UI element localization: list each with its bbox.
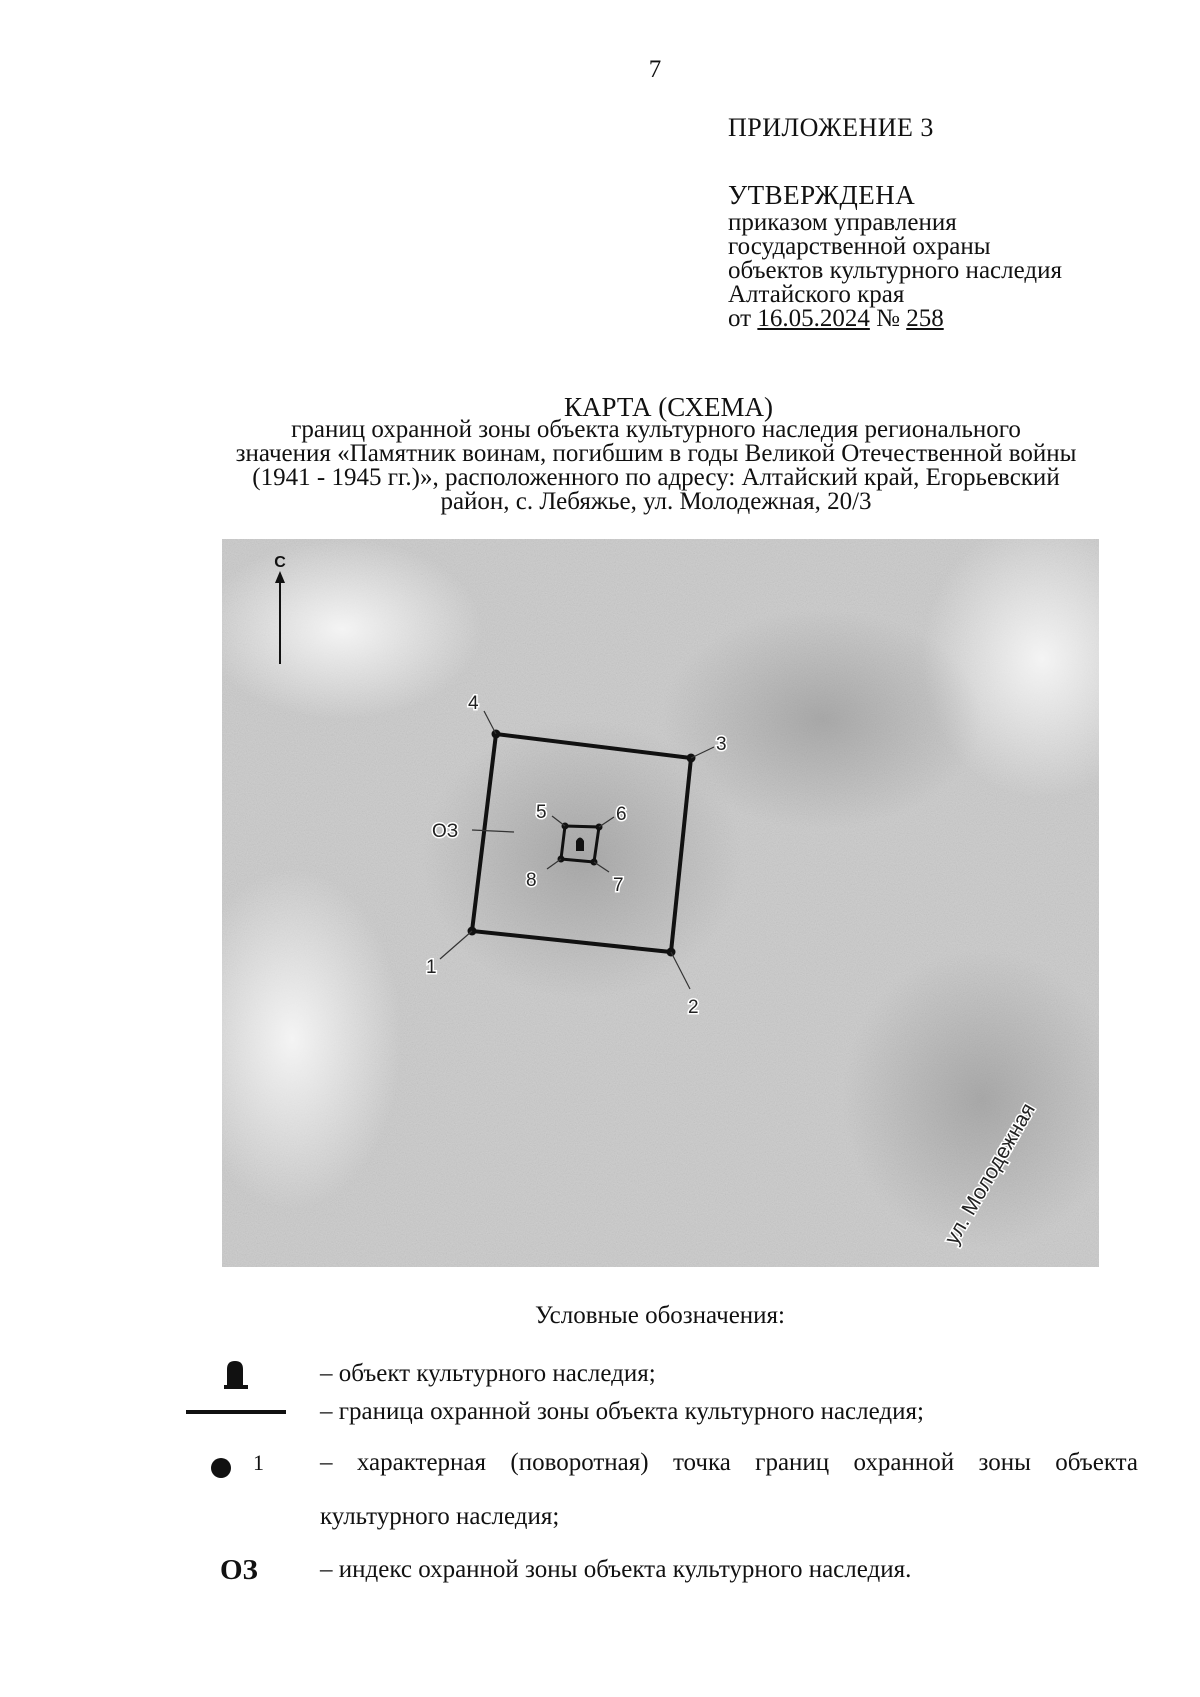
approval-date: 16.05.2024 (757, 305, 870, 332)
point-label-7: 7 (613, 875, 624, 896)
legend-symbol-zone-index: ОЗ (220, 1554, 258, 1586)
approval-line: государственной охраны (728, 233, 991, 260)
subtitle-line: значения «Памятник воинам, погибшим в годы Великой Отечественной войны (235, 440, 1077, 467)
approval-line: приказом управления (728, 209, 957, 236)
point-label-8: 8 (526, 870, 537, 891)
legend-symbol-monument (222, 1358, 252, 1390)
approval-number: 258 (906, 305, 944, 332)
approved-heading: УТВЕРЖДЕНА (728, 180, 916, 210)
point-label-3: 3 (716, 734, 727, 755)
point-label-1: 1 (426, 957, 437, 978)
subtitle-line: границ охранной зоны объекта культурного наследия регионального (291, 416, 1021, 443)
legend-symbol-boundary-line (186, 1410, 286, 1414)
approval-block (728, 211, 1062, 331)
subtitle-line: район, с. Лебяжье, ул. Молодежная, 20/3 (440, 488, 872, 515)
subtitle-line: (1941 - 1945 гг.)», расположенного по адресу: Алтайский край, Егорьевский (252, 464, 1060, 491)
map-title: КАРТА (СХЕМА) (563, 392, 774, 422)
number-sign: № (876, 305, 900, 332)
map-dark-area (662, 609, 982, 829)
monument-icon (576, 838, 584, 852)
legend-text-point-line1: – характерная (поворотная) точка границ охранной зоны объекта (320, 1449, 1138, 1476)
point-label-5: 5 (536, 802, 547, 823)
zone-index-label: ОЗ (432, 821, 459, 842)
map-subtitle (175, 418, 1137, 514)
monument-icon (222, 1358, 252, 1390)
point-label-6: 6 (616, 804, 627, 825)
date-prefix: от (728, 305, 752, 332)
legend-symbol-point-label: 1 (253, 1450, 264, 1475)
legend-text-point-line2: культурного наследия; (320, 1503, 560, 1530)
page-number: 7 (648, 56, 662, 83)
approval-line: объектов культурного наследия (728, 257, 1062, 284)
map-canvas (222, 539, 1099, 1267)
approval-line: Алтайского края (728, 281, 905, 308)
map-scheme (222, 539, 1099, 1267)
legend-text-zone-index: – индекс охранной зоны объекта культурного наследия. (320, 1556, 912, 1583)
approval-date-line (728, 307, 1062, 331)
street-label: ул. Молодежная (940, 1099, 1040, 1249)
legend-title: Условные обозначения: (534, 1302, 786, 1329)
appendix-heading: ПРИЛОЖЕНИЕ 3 (728, 113, 934, 142)
legend-text-boundary: – граница охранной зоны объекта культурного наследия; (320, 1398, 924, 1425)
north-label: С (274, 554, 286, 571)
point-label-4: 4 (468, 693, 479, 714)
legend-symbol-point-icon (211, 1458, 231, 1478)
point-label-2: 2 (688, 997, 699, 1018)
legend-text-monument: – объект культурного наследия; (320, 1360, 656, 1387)
